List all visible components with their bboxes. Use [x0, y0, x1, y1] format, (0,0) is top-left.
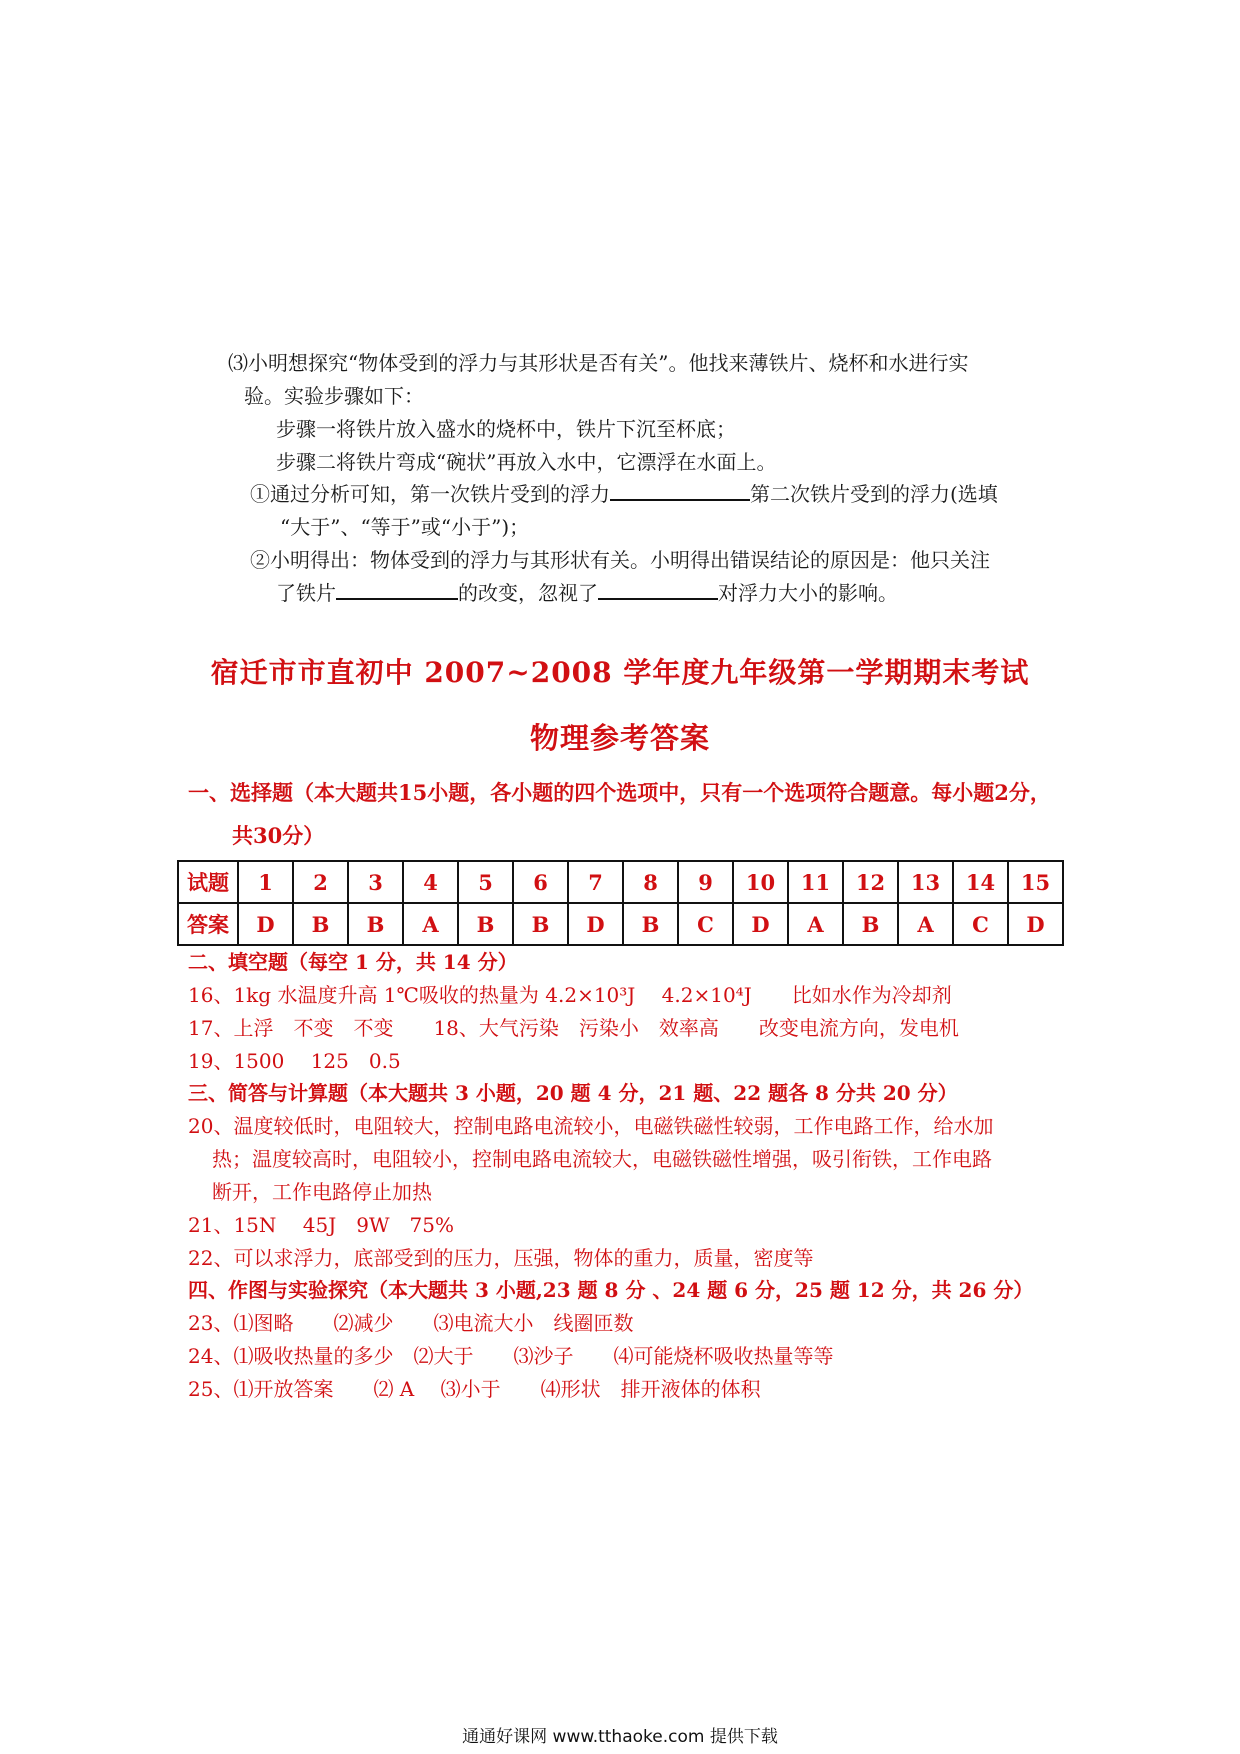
- answer-cell: A: [403, 903, 458, 945]
- question-number: 2: [293, 861, 348, 903]
- subquestion-2-text-b: 的改变，忽视了: [458, 581, 598, 605]
- question-number: 7: [568, 861, 623, 903]
- answer-row: [178, 903, 1063, 945]
- answer-25: 25、⑴开放答案 ⑵ A ⑶小于 ⑷形状 排开液体的体积: [188, 1377, 761, 1401]
- question-number: 11: [788, 861, 843, 903]
- question-number: 13: [898, 861, 953, 903]
- question-number: 14: [953, 861, 1008, 903]
- subquestion-2-text-c: 对浮力大小的影响。: [718, 581, 898, 605]
- question-number: 1: [238, 861, 293, 903]
- answer-cell: B: [348, 903, 403, 945]
- question-number: 8: [623, 861, 678, 903]
- answer-blank-2[interactable]: [336, 580, 458, 600]
- answer-20-line3: 断开，工作电路停止加热: [212, 1180, 432, 1204]
- answer-key-title: 宿迁市市直初中 2007~2008 学年度九年级第一学期期末考试: [210, 656, 1030, 689]
- answer-23: 23、⑴图略 ⑵减少 ⑶电流大小 线圈匝数: [188, 1311, 634, 1335]
- answer-cell: D: [733, 903, 788, 945]
- subquestion-1: [250, 480, 998, 508]
- question-number: 9: [678, 861, 733, 903]
- answer-cell: A: [788, 903, 843, 945]
- subquestion-1-options: “大于”、“等于”或“小于”)；: [280, 515, 530, 539]
- answer-19: 19、1500 125 0.5: [188, 1049, 401, 1073]
- subquestion-2-text-a: 了铁片: [276, 581, 336, 605]
- question-intro-line1: ⑶小明想探究“物体受到的浮力与其形状是否有关”。他找来薄铁片、烧杯和水进行实: [228, 351, 969, 375]
- answer-blank-3[interactable]: [598, 580, 718, 600]
- subquestion-2-line1: ②小明得出：物体受到的浮力与其形状有关。小明得出错误结论的原因是：他只关注: [250, 548, 990, 572]
- answer-cell: B: [458, 903, 513, 945]
- answer-16: 16、1kg 水温度升高 1℃吸收的热量为 4.2×10³J 4.2×10⁴J 比如水作为冷却剂: [188, 983, 952, 1007]
- multiple-choice-answer-table: [177, 860, 1064, 946]
- answer-cell: C: [678, 903, 733, 945]
- answer-cell: A: [898, 903, 953, 945]
- answer-cell: B: [843, 903, 898, 945]
- question-number: 5: [458, 861, 513, 903]
- question-number: 10: [733, 861, 788, 903]
- answer-key-subtitle: 物理参考答案: [529, 721, 710, 755]
- answer-cell: B: [623, 903, 678, 945]
- answer-blank-1[interactable]: [610, 481, 750, 501]
- answer-cell: D: [238, 903, 293, 945]
- question-number: 4: [403, 861, 458, 903]
- experiment-step-1: 步骤一将铁片放入盛水的烧杯中，铁片下沉至杯底；: [276, 417, 736, 441]
- section-4-heading: 四、作图与实验探究（本大题共 3 小题,23 题 8 分 、24 题 6 分，25 题 12 分，共 26 分）: [188, 1278, 1034, 1302]
- page-footer: 通通好课网 www.tthaoke.com 提供下载: [462, 1727, 778, 1747]
- question-number: 3: [348, 861, 403, 903]
- row-label-question: 试题: [178, 861, 238, 903]
- subquestion-2-line2: [276, 579, 898, 607]
- answer-17-18: 17、上浮 不变 不变 18、大气污染 污染小 效率高 改变电流方向，发电机: [188, 1016, 959, 1040]
- answer-21: 21、15N 45J 9W 75%: [188, 1213, 454, 1237]
- experiment-step-2: 步骤二将铁片弯成“碗状”再放入水中，它漂浮在水面上。: [276, 450, 777, 474]
- answer-cell: D: [568, 903, 623, 945]
- answer-cell: B: [293, 903, 348, 945]
- answer-20-line1: 20、温度较低时，电阻较大，控制电路电流较小，电磁铁磁性较弱，工作电路工作，给水加: [188, 1114, 994, 1138]
- subquestion-1-text-a: ①通过分析可知，第一次铁片受到的浮力: [250, 482, 610, 506]
- question-intro-line2: 验。实验步骤如下：: [244, 384, 424, 408]
- section-1-heading-line1: 一、选择题（本大题共15小题，各小题的四个选项中，只有一个选项符合题意。每小题2分，: [188, 780, 1051, 805]
- answer-24: 24、⑴吸收热量的多少 ⑵大于 ⑶沙子 ⑷可能烧杯吸收热量等等: [188, 1344, 834, 1368]
- section-2-heading: 二、填空题（每空 1 分，共 14 分）: [188, 950, 518, 974]
- row-label-answer: 答案: [178, 903, 238, 945]
- answer-22: 22、可以求浮力，底部受到的压力，压强，物体的重力，质量，密度等: [188, 1246, 814, 1270]
- question-number-row: [178, 861, 1063, 903]
- question-number: 6: [513, 861, 568, 903]
- answer-cell: D: [1008, 903, 1063, 945]
- question-number: 12: [843, 861, 898, 903]
- question-number: 15: [1008, 861, 1063, 903]
- section-1-heading-line2: 共30分）: [232, 823, 325, 848]
- subquestion-1-text-b: 第二次铁片受到的浮力(选填: [750, 482, 998, 506]
- answer-cell: B: [513, 903, 568, 945]
- section-3-heading: 三、简答与计算题（本大题共 3 小题，20 题 4 分，21 题、22 题各 8 分共 20 分）: [188, 1081, 958, 1105]
- answer-20-line2: 热；温度较高时，电阻较小，控制电路电流较大，电磁铁磁性增强，吸引衔铁，工作电路: [212, 1147, 992, 1171]
- answer-cell: C: [953, 903, 1008, 945]
